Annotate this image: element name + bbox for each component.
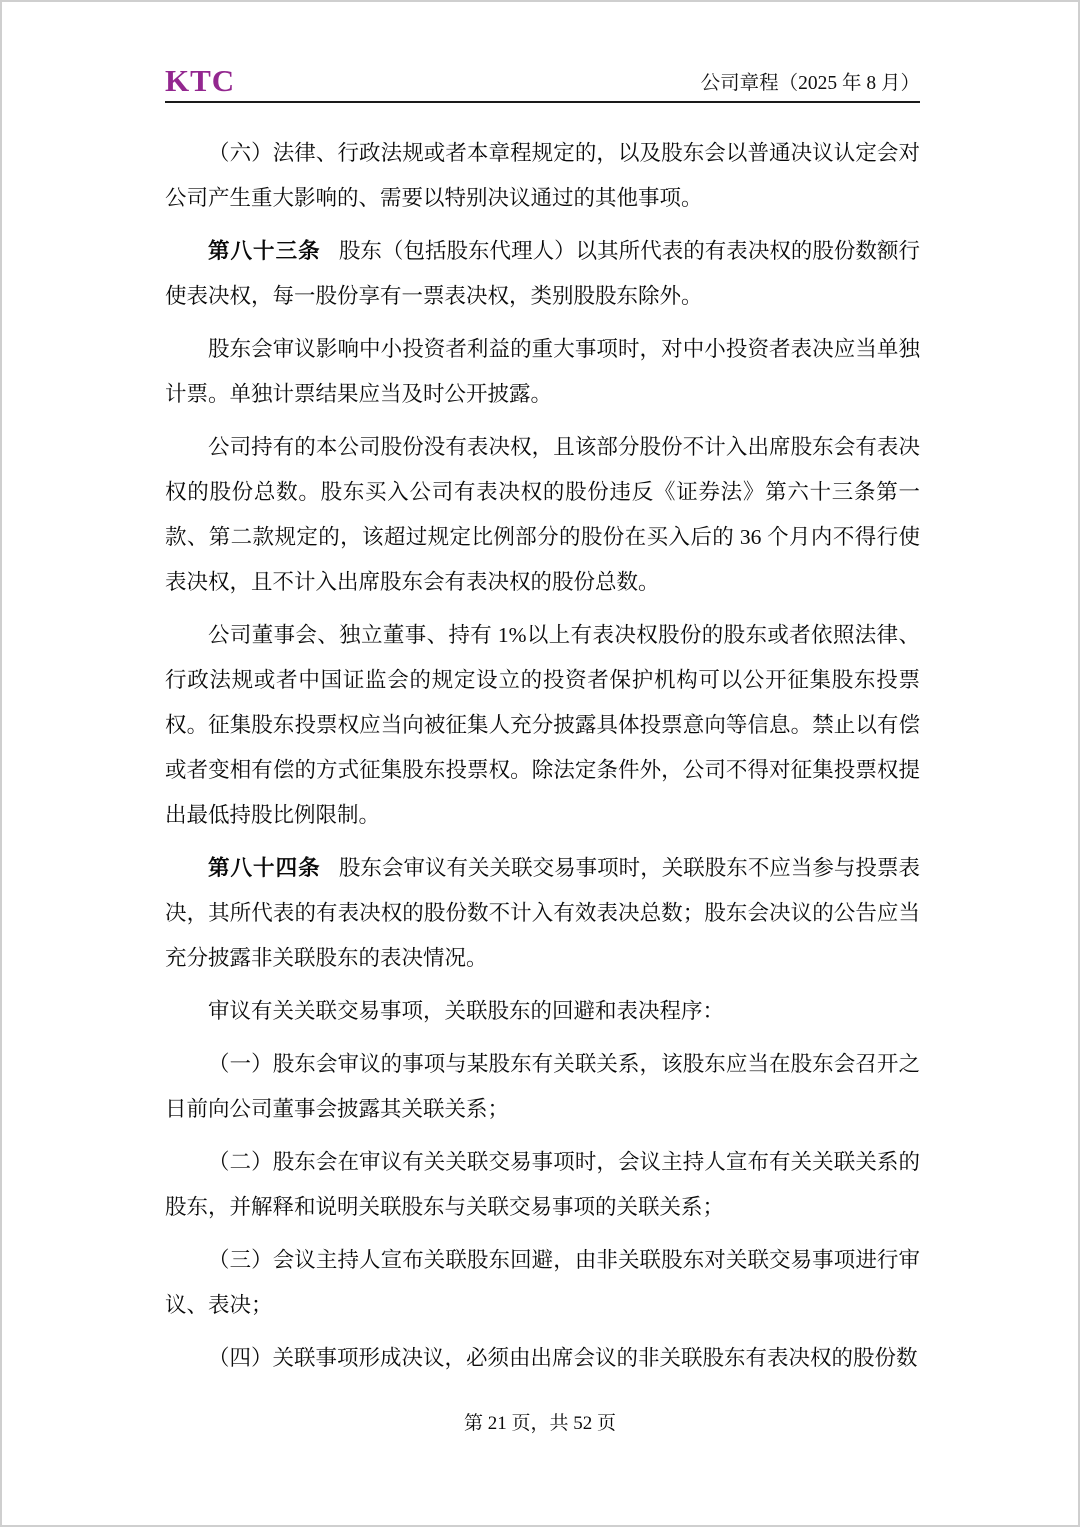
paragraph — [165, 131, 920, 221]
paragraph-text: （二）股东会在审议有关关联交易事项时，会议主持人宣布有关关联关系的股东，并解释和说明关联股东与关联交易事项的关联关系； — [165, 1150, 920, 1219]
paragraph-text: （四）关联事项形成决议，必须由出席会议的非关联股东有表决权的股份数 — [208, 1346, 918, 1370]
paragraph-text: 股东会审议影响中小投资者利益的重大事项时，对中小投资者表决应当单独计票。单独计票结果应当及时公开披露。 — [165, 337, 920, 406]
paragraph-text: 股东（包括股东代理人）以其所代表的有表决权的股份数额行使表决权，每一股份享有一票表决权，类别股股东除外。 — [165, 239, 920, 308]
list-item-paragraph — [165, 1140, 920, 1230]
paragraph — [165, 989, 920, 1034]
page-header — [165, 63, 920, 103]
ktc-logo: KTC — [165, 63, 236, 98]
paragraph — [165, 425, 920, 605]
paragraph — [165, 327, 920, 417]
paragraph-text: （六）法律、行政法规或者本章程规定的，以及股东会以普通决议认定会对公司产生重大影响的、需要以特别决议通过的其他事项。 — [165, 141, 920, 210]
page-number-footer: 第 21 页，共 52 页 — [463, 1413, 616, 1434]
paragraph-text: 审议有关关联交易事项，关联股东的回避和表决程序： — [208, 999, 725, 1023]
paragraph-text: 股东会审议有关关联交易事项时，关联股东不应当参与投票表决，其所代表的有表决权的股份数不计入有效表决总数；股东会决议的公告应当充分披露非关联股东的表决情况。 — [165, 856, 920, 970]
article-number: 第八十四条 — [208, 856, 321, 880]
list-item-paragraph — [165, 1238, 920, 1328]
paragraph-text: 公司持有的本公司股份没有表决权，且该部分股份不计入出席股东会有表决权的股份总数。股东买入公司有表决权的股份违反《证券法》第六十三条第一款、第二款规定的，该超过规定比例部分的股份在买入后的 36 个月内不得行使表决权，且不计入出席股东会有表决权的股份总数。 — [165, 435, 920, 594]
article-number: 第八十三条 — [208, 239, 321, 263]
document-title: 公司章程（2025 年 8 月） — [700, 73, 920, 94]
paragraph-text: 公司董事会、独立董事、持有 1%以上有表决权股份的股东或者依照法律、行政法规或者中国证监会的规定设立的投资者保护机构可以公开征集股东投票权。征集股东投票权应当向被征集人充分披露具体投票意向等信息。禁止以有偿或者变相有偿的方式征集股东投票权。除法定条件外，公司不得对征集投票权提出最低持股比例限制。 — [165, 623, 920, 827]
document-body — [165, 131, 920, 1389]
paragraph-text: （一）股东会审议的事项与某股东有关联关系，该股东应当在股东会召开之日前向公司董事会披露其关联关系； — [165, 1052, 920, 1121]
list-item-paragraph — [165, 1336, 920, 1381]
paragraph — [165, 613, 920, 838]
paragraph-text: （三）会议主持人宣布关联股东回避，由非关联股东对关联交易事项进行审议、表决； — [165, 1248, 920, 1317]
list-item-paragraph — [165, 1042, 920, 1132]
article-84-paragraph — [165, 846, 920, 981]
article-83-paragraph — [165, 229, 920, 319]
